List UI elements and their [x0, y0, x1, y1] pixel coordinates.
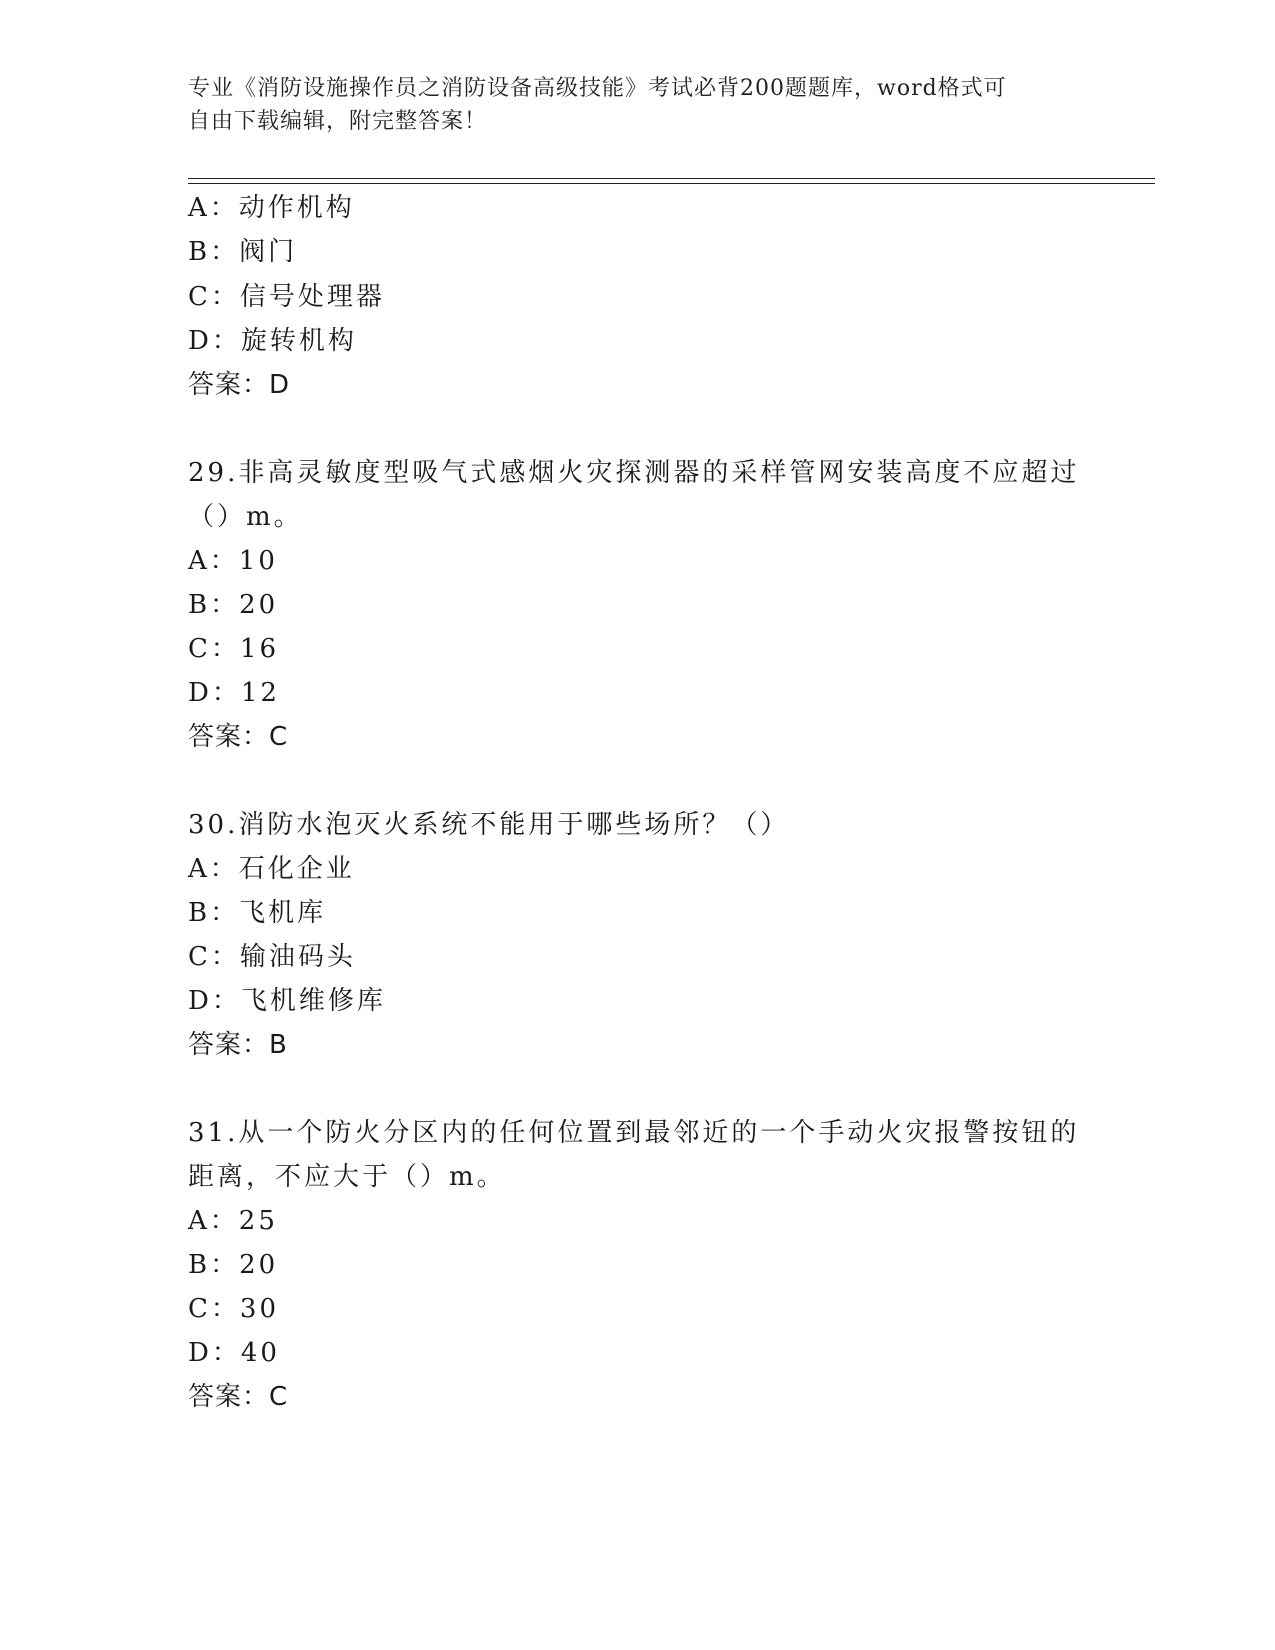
- answer: 答案：B: [188, 1030, 288, 1060]
- answer: 答案：D: [188, 370, 291, 400]
- option-c: C：30: [188, 1294, 280, 1324]
- question-stem-line: 31.从一个防火分区内的任何位置到最邻近的一个手动火灾报警按钮的: [188, 1118, 1080, 1148]
- question-stem-line: 29.非高灵敏度型吸气式感烟火灾探测器的采样管网安装高度不应超过: [188, 458, 1080, 488]
- question-stem-line: 30.消防水泡灭火系统不能用于哪些场所？（）: [188, 810, 790, 840]
- header-divider-bottom: [188, 183, 1155, 184]
- option-c: C：信号处理器: [188, 282, 385, 312]
- option-d: D：飞机维修库: [188, 986, 386, 1016]
- option-b: B：20: [188, 590, 279, 620]
- option-c: C：16: [188, 634, 280, 664]
- header-line-2: 自由下载编辑，附完整答案！: [188, 109, 488, 134]
- header-divider-top: [188, 178, 1155, 179]
- option-a: A：石化企业: [188, 854, 355, 884]
- option-d: D：40: [188, 1338, 280, 1368]
- option-a: A：动作机构: [188, 193, 355, 223]
- question-stem-line: （）m。: [188, 502, 303, 532]
- question-stem-line: 距离，不应大于（）m。: [188, 1162, 506, 1192]
- header-line-1: 专业《消防设施操作员之消防设备高级技能》考试必背200题题库，word格式可: [188, 76, 1007, 101]
- option-b: B：阀门: [188, 237, 298, 267]
- option-a: A：25: [188, 1206, 278, 1236]
- option-b: B：飞机库: [188, 898, 327, 928]
- answer: 答案：C: [188, 1382, 289, 1412]
- document-header: [188, 72, 1068, 138]
- option-c: C：输油码头: [188, 942, 356, 972]
- option-a: A：10: [188, 546, 278, 576]
- option-d: D：12: [188, 678, 280, 708]
- option-b: B：20: [188, 1250, 279, 1280]
- answer: 答案：C: [188, 722, 289, 752]
- option-d: D：旋转机构: [188, 326, 357, 356]
